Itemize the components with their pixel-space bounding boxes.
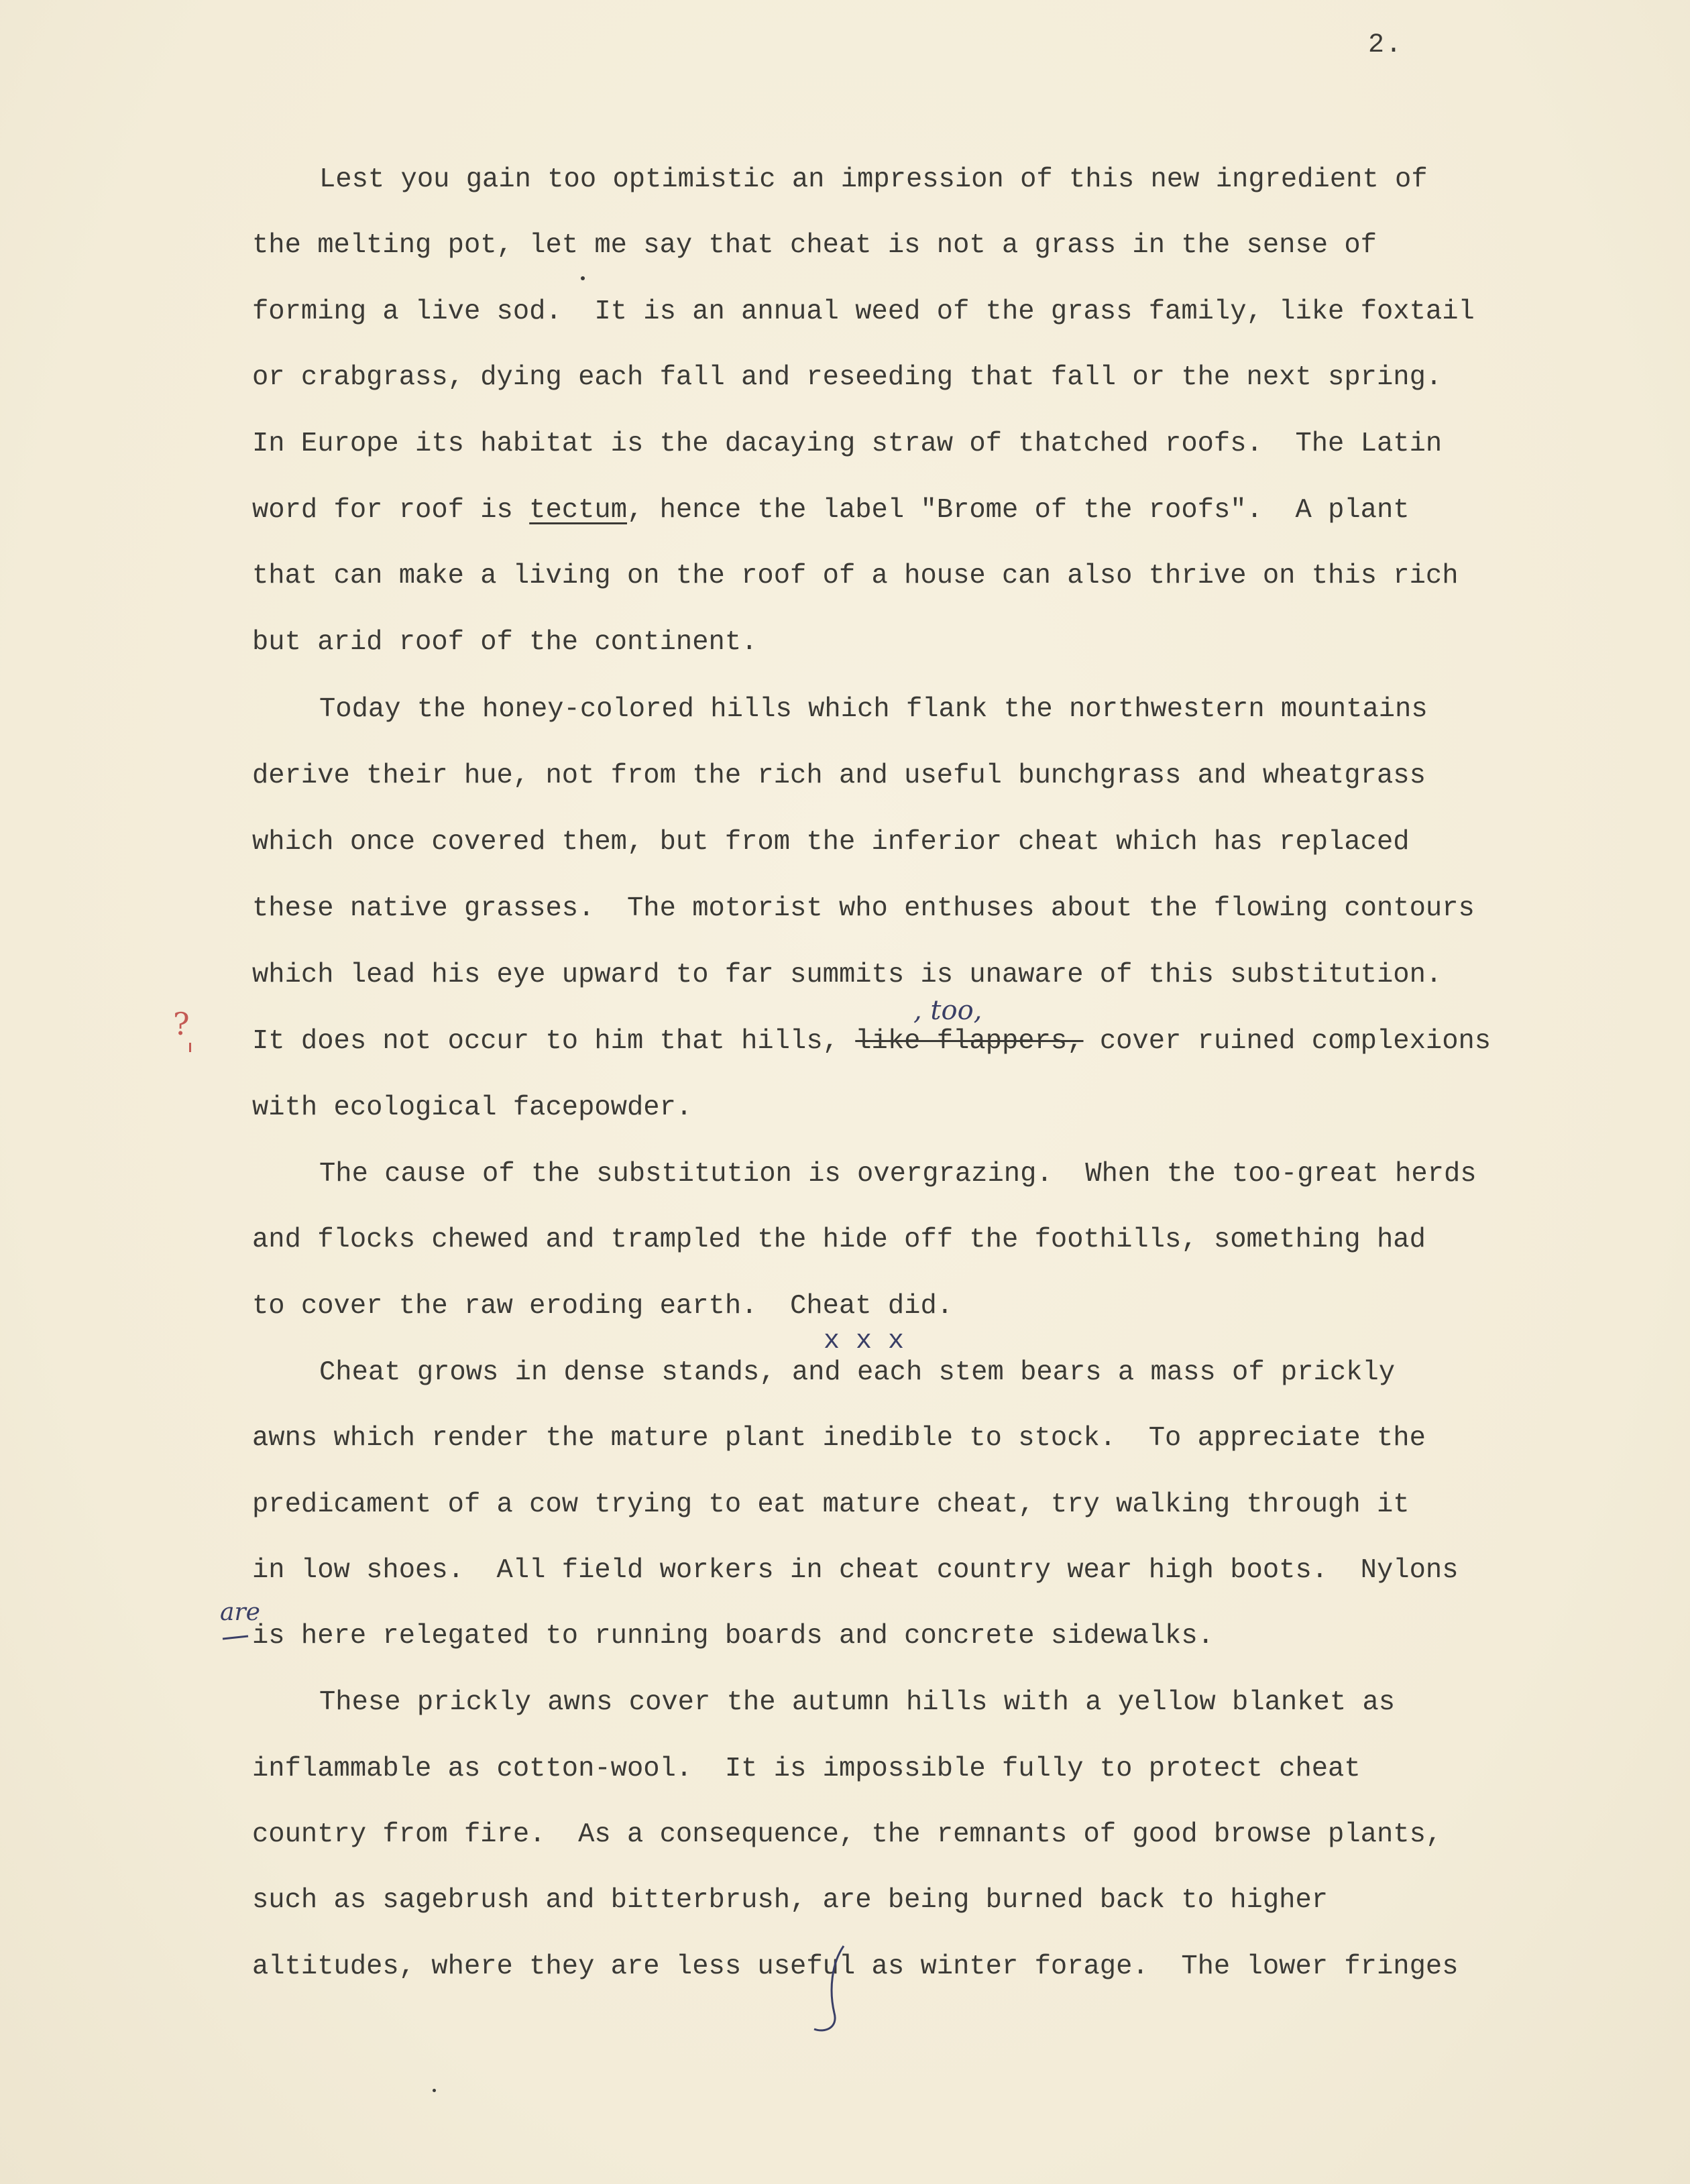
correction-strike-mark <box>221 1631 251 1644</box>
text-line: awns which render the mature plant inedible to stock. To appreciate the <box>252 1423 1426 1454</box>
text-line: that can make a living on the roof of a house can also thrive on this rich <box>252 561 1459 591</box>
text-line: inflammable as cotton-wool. It is impossible fully to protect cheat <box>252 1754 1361 1784</box>
text-line: These prickly awns cover the autumn hills with a yellow blanket as <box>319 1687 1396 1718</box>
text-line: predicament of a cow trying to eat mature cheat, try walking through it <box>252 1489 1410 1520</box>
text-line: and flocks chewed and trampled the hide off the foothills, something had <box>252 1224 1426 1255</box>
handwritten-insertion-too: , too, <box>913 995 982 1026</box>
struck-phrase: like flappers, <box>855 1026 1084 1057</box>
ink-dot <box>433 2089 436 2092</box>
text-segment: , hence the label "Brome of the roofs". A plant <box>627 495 1410 526</box>
text-segment: It does not occur to him that hills, <box>252 1026 856 1057</box>
text-line: to cover the raw eroding earth. Cheat did. <box>252 1291 954 1322</box>
text-line: derive their hue, not from the rich and useful bunchgrass and wheatgrass <box>252 760 1426 791</box>
text-line: is here relegated to running boards and concrete sidewalks. <box>252 1621 1214 1652</box>
text-line: or crabgrass, dying each fall and reseeding that fall or the next spring. <box>252 362 1443 393</box>
text-line: which lead his eye upward to far summits is unaware of this substitution. <box>252 960 1443 990</box>
text-line <box>252 497 1410 524</box>
margin-query-mark: ? <box>173 1006 190 1042</box>
handwritten-correction-stroke <box>811 1943 858 2037</box>
margin-tick-mark <box>189 1043 191 1052</box>
text-line <box>252 1028 1491 1055</box>
underlined-word: tectum <box>529 495 627 526</box>
text-line: forming a live sod. It is an annual weed of the grass family, like foxtail <box>252 296 1475 327</box>
text-line: with ecological facepowder. <box>252 1092 693 1123</box>
section-break-marks: x x x <box>824 1326 905 1357</box>
text-line: but arid roof of the continent. <box>252 627 758 658</box>
text-line: in low shoes. All field workers in cheat country wear high boots. Nylons <box>252 1555 1459 1586</box>
text-line: these native grasses. The motorist who enthuses about the flowing contours <box>252 893 1475 924</box>
page-number: 2. <box>1368 30 1404 60</box>
text-line: The cause of the substitution is overgrazing. When the too-great herds <box>319 1159 1477 1190</box>
text-line: the melting pot, let me say that cheat is not a grass in the sense of <box>252 230 1377 261</box>
text-line: Cheat grows in dense stands, and each stem bears a mass of prickly <box>319 1357 1396 1388</box>
text-segment: word for roof is <box>252 495 530 526</box>
text-line: Lest you gain too optimistic an impression of this new ingredient of <box>319 164 1428 195</box>
text-line: which once covered them, but from the inferior cheat which has replaced <box>252 827 1410 858</box>
text-line: Today the honey-colored hills which flank the northwestern mountains <box>319 694 1428 725</box>
ink-dot <box>581 276 585 280</box>
text-line: altitudes, where they are less useful as winter forage. The lower fringes <box>252 1951 1459 1982</box>
text-line: such as sagebrush and bitterbrush, are being burned back to higher <box>252 1885 1329 1916</box>
handwritten-insertion-are: are <box>220 1599 260 1626</box>
text-line: In Europe its habitat is the dacaying straw of thatched roofs. The Latin <box>252 428 1443 459</box>
text-line: country from fire. As a consequence, the remnants of good browse plants, <box>252 1819 1443 1850</box>
text-segment: cover ruined complexions <box>1083 1026 1491 1057</box>
